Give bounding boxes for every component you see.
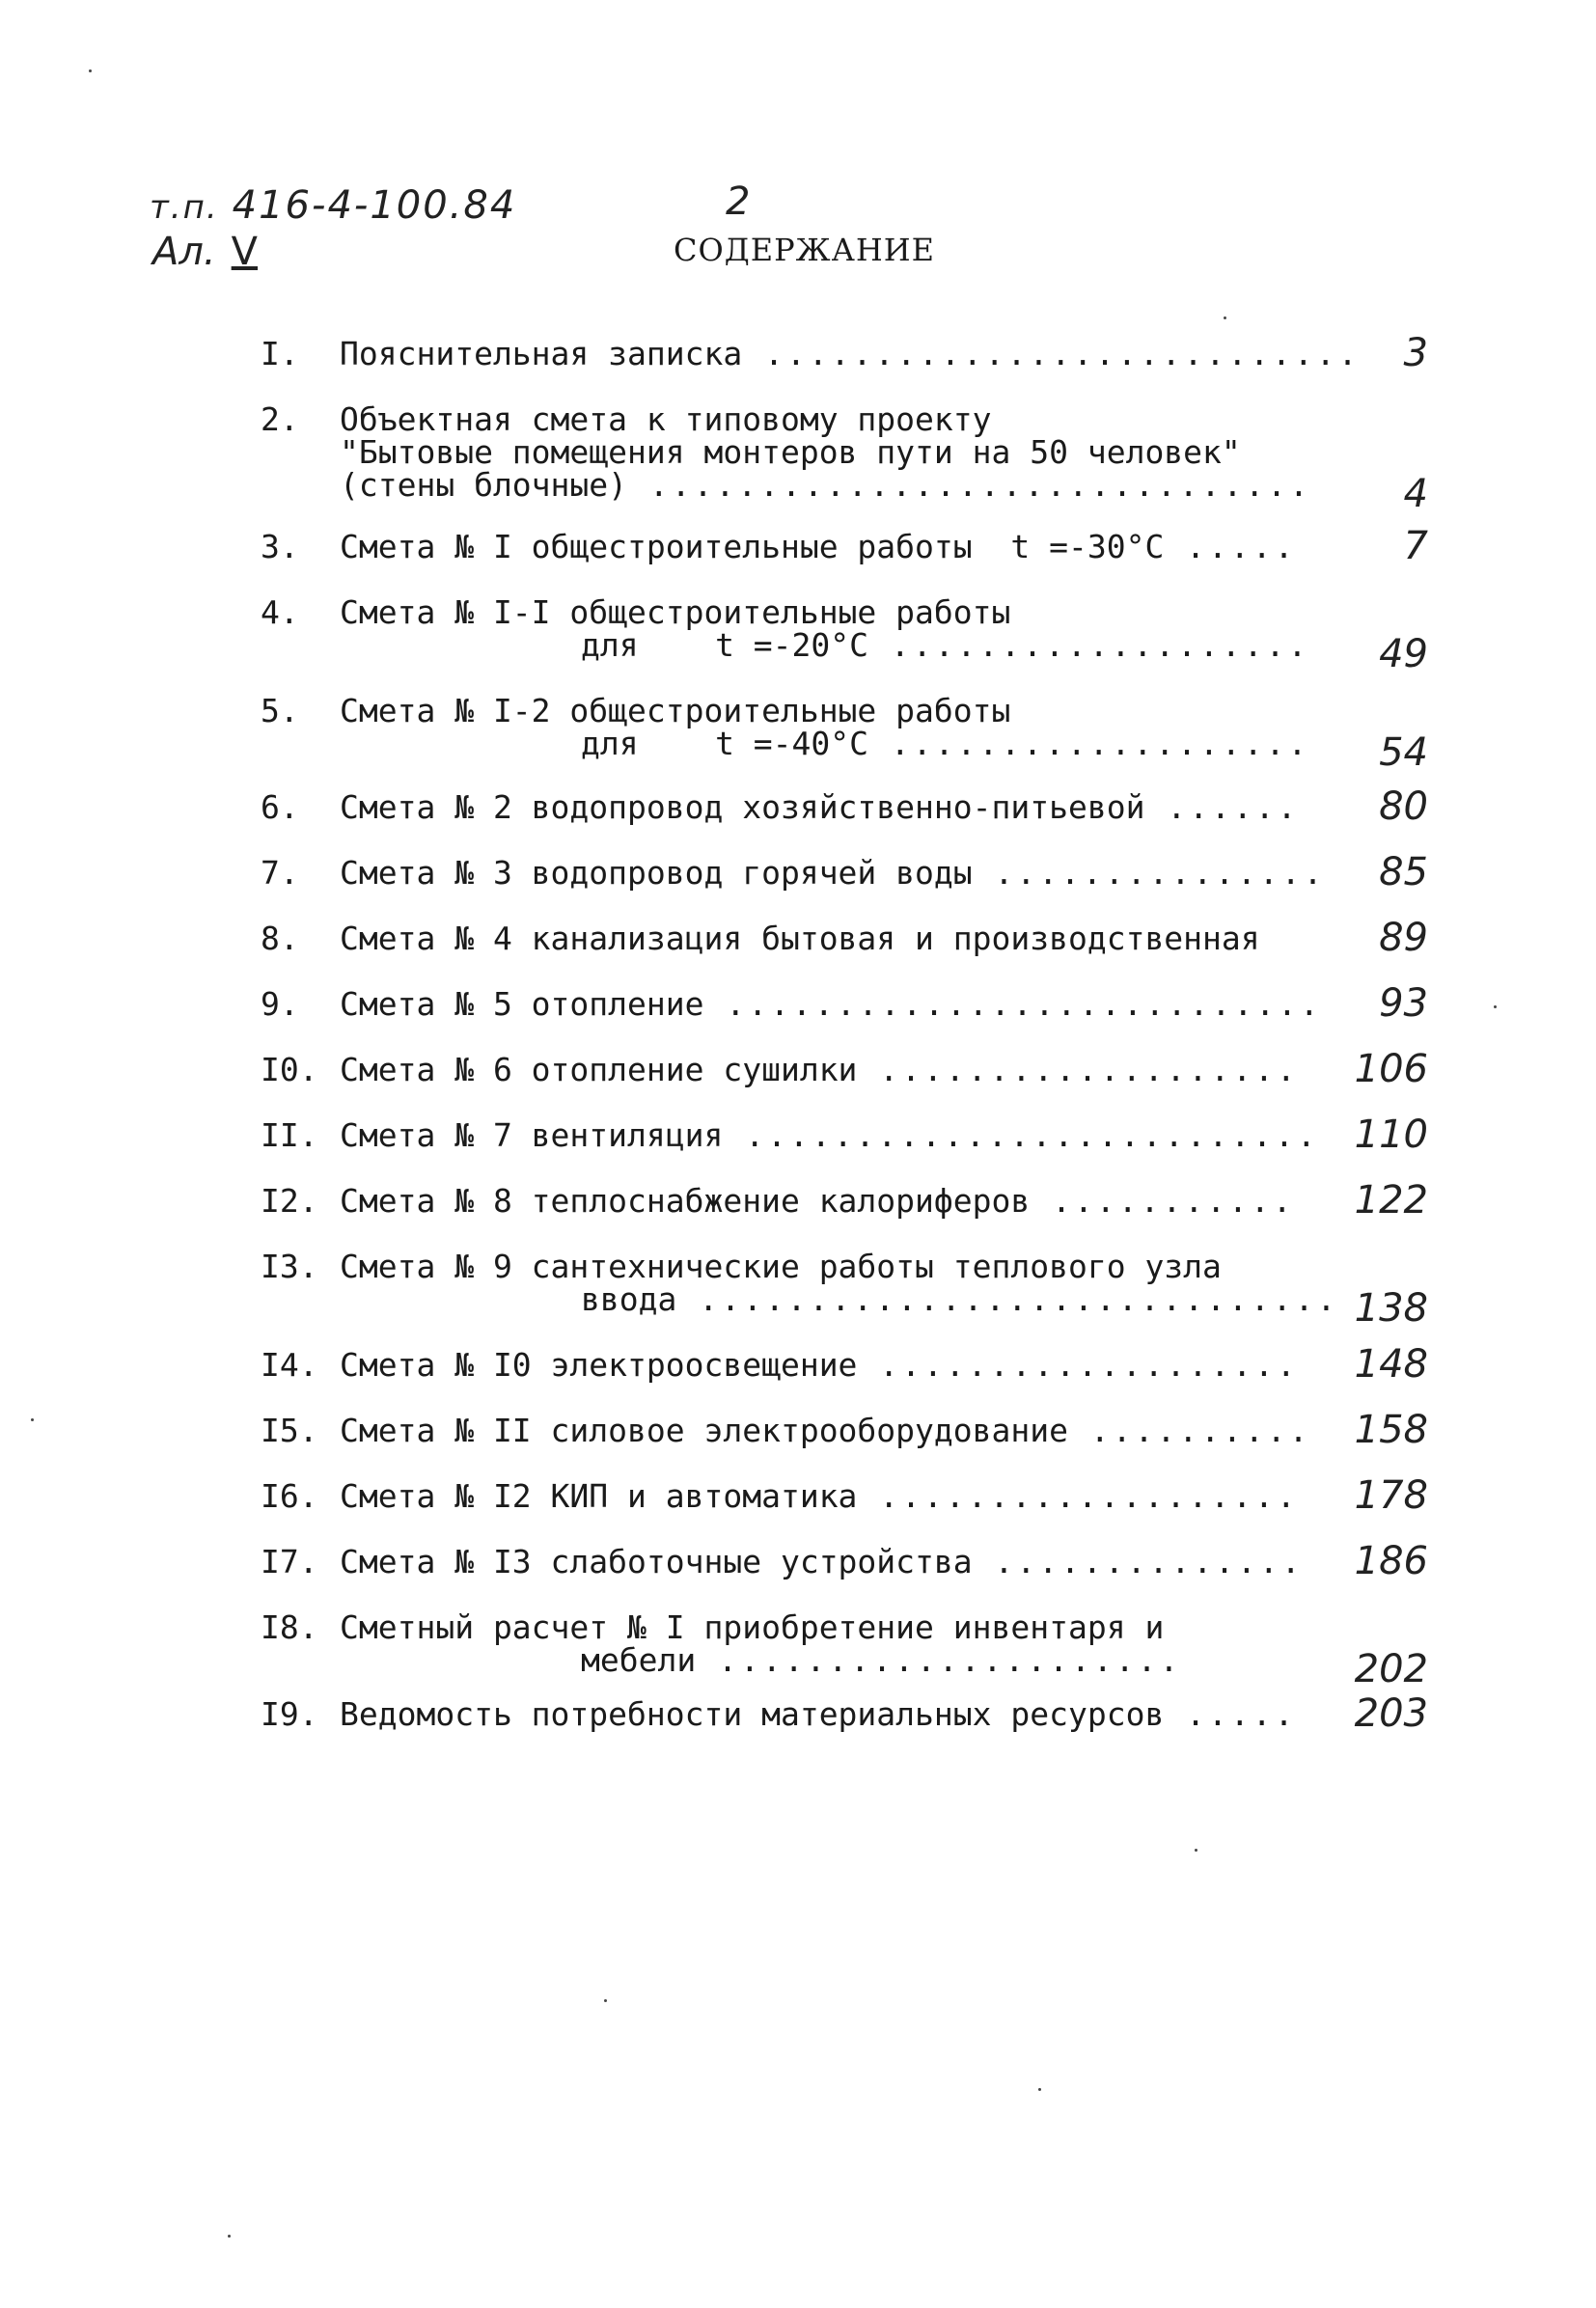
- toc-entry-title: [340, 1346, 1314, 1384]
- toc-entry-number: 2.: [261, 400, 299, 438]
- toc-leader-dots: ..........: [1067, 1412, 1311, 1449]
- toc-entry-title: [340, 1116, 1319, 1154]
- toc-entry-page: 106: [1354, 1047, 1428, 1091]
- toc-entry-title: [340, 1543, 1314, 1580]
- toc-entry-title: [340, 788, 1314, 826]
- toc-entry-title: [340, 1695, 1314, 1733]
- toc-entry-title: [340, 1182, 1314, 1220]
- project-code: [150, 183, 516, 228]
- toc-entry-title: [340, 400, 1314, 504]
- toc-entry-page: 49: [1379, 632, 1428, 676]
- toc-entry-page: 178: [1354, 1473, 1428, 1518]
- toc-entry-title: [340, 1608, 1314, 1679]
- toc-entry-line: для t =-40°С ...................: [581, 725, 1310, 762]
- toc-entry-number: I0.: [261, 1051, 318, 1088]
- toc-entry-line: Смета № 4 канализация бытовая и производственная: [340, 920, 1260, 957]
- toc-entry-line: Смета № 8 теплоснабжение калориферов ...........: [340, 1182, 1295, 1220]
- album-label: Ал.: [152, 230, 216, 274]
- toc-entry-line: Ведомость потребности материальных ресурсов .....: [340, 1695, 1297, 1733]
- project-label: т.п.: [150, 188, 219, 227]
- toc-entry-number: I3.: [261, 1248, 318, 1285]
- toc-entry-title: [340, 1412, 1314, 1449]
- toc-entry-title: [340, 985, 1322, 1023]
- toc-entry-number: I5.: [261, 1412, 318, 1449]
- toc-entry-page: 93: [1379, 981, 1428, 1026]
- toc-entry-line: Смета № I общестроительные работы t =-30°С .....: [340, 528, 1297, 565]
- scan-speck: [1494, 1005, 1497, 1008]
- album-number-value: V: [231, 230, 259, 274]
- toc-entry-line: Смета № I-I общестроительные работы: [340, 593, 1011, 631]
- toc-entry-page: 85: [1379, 850, 1428, 894]
- toc-entry-line: (стены блочные) ..............................: [340, 466, 1311, 504]
- toc-leader-dots: ......: [1144, 788, 1300, 826]
- toc-entry-line: мебели .....................: [581, 1641, 1182, 1679]
- toc-leader-dots: ...........................: [703, 985, 1322, 1023]
- toc-entry-line: Смета № I0 электроосвещение ...................: [340, 1346, 1299, 1384]
- toc-entry-title: [340, 1477, 1314, 1515]
- toc-entry-page: 186: [1354, 1539, 1428, 1583]
- toc-leader-dots: ..........................: [723, 1116, 1319, 1154]
- toc-entry-number: I4.: [261, 1346, 318, 1384]
- toc-entry-page: 54: [1379, 730, 1428, 775]
- scan-speck: [1224, 316, 1226, 319]
- toc-entry-title: [340, 335, 1361, 372]
- toc-entry-page: 4: [1403, 472, 1428, 516]
- project-code-value: 416-4-100.84: [232, 183, 517, 228]
- scan-speck: [228, 2235, 231, 2238]
- toc-entry-title: [340, 1248, 1339, 1318]
- toc-entry-number: I9.: [261, 1695, 318, 1733]
- toc-entry-title: [340, 854, 1326, 892]
- scan-speck: [1038, 2088, 1041, 2091]
- toc-leader-dots: .....: [1164, 528, 1297, 565]
- toc-entry-number: I8.: [261, 1608, 318, 1646]
- album-number: [152, 230, 258, 274]
- toc-leader-dots: ...................: [857, 1051, 1299, 1088]
- toc-leader-dots: ...............: [972, 854, 1326, 892]
- scan-speck: [89, 69, 92, 72]
- toc-entry-line: Пояснительная записка ...........................: [340, 335, 1361, 372]
- toc-leader-dots: ..............: [972, 1543, 1304, 1580]
- toc-leader-dots: ...................: [857, 1477, 1299, 1515]
- toc-entry-line: для t =-20°С ...................: [581, 626, 1310, 664]
- toc-entry-title: [340, 692, 1314, 762]
- toc-entry-number: I7.: [261, 1543, 318, 1580]
- toc-leader-dots: ...................: [868, 626, 1310, 664]
- toc-entry-page: 122: [1354, 1178, 1428, 1223]
- toc-leader-dots: .....................: [696, 1641, 1182, 1679]
- toc-entry-number: II.: [261, 1116, 318, 1154]
- toc-entry-line: Смета № I3 слаботочные устройства ..............: [340, 1543, 1304, 1580]
- toc-entry-page: 110: [1354, 1113, 1428, 1157]
- toc-entry-line: ввода .............................: [581, 1280, 1339, 1318]
- toc-leader-dots: .............................: [676, 1280, 1339, 1318]
- toc-entry-line: Смета № I-2 общестроительные работы: [340, 692, 1011, 729]
- toc-entry-number: I.: [261, 335, 299, 372]
- page-number: 2: [726, 179, 751, 224]
- toc-entry-page: 89: [1379, 916, 1428, 960]
- toc-entry-page: 202: [1354, 1647, 1428, 1691]
- toc-entry-line: Смета № 2 водопровод хозяйственно-питьевой ......: [340, 788, 1300, 826]
- toc-entry-number: 9.: [261, 985, 299, 1023]
- toc-entry-number: I2.: [261, 1182, 318, 1220]
- page-title: СОДЕРЖАНИЕ: [674, 232, 935, 268]
- toc-leader-dots: .....: [1164, 1695, 1297, 1733]
- toc-entry-page: 138: [1354, 1286, 1428, 1331]
- toc-leader-dots: ...................: [857, 1346, 1299, 1384]
- toc-entry-line: Смета № 5 отопление ...........................: [340, 985, 1322, 1023]
- toc-entry-line: Смета № 3 водопровод горячей воды ...............: [340, 854, 1326, 892]
- toc-entry-number: 8.: [261, 920, 299, 957]
- toc-leader-dots: ..............................: [627, 466, 1311, 504]
- toc-entry-title: [340, 528, 1314, 565]
- toc-entry-page: 3: [1403, 331, 1428, 375]
- toc-entry-line: Смета № II силовое электрооборудование ..........: [340, 1412, 1311, 1449]
- toc-leader-dots: ...........................: [742, 335, 1361, 372]
- toc-entry-line: Сметный расчет № I приобретение инвентаря и: [340, 1608, 1165, 1646]
- toc-entry-line: Объектная смета к типовому проекту: [340, 400, 992, 438]
- toc-entry-number: 4.: [261, 593, 299, 631]
- scan-speck: [31, 1418, 34, 1421]
- toc-entry-line: Смета № 7 вентиляция ..........................: [340, 1116, 1319, 1154]
- toc-entry-number: 7.: [261, 854, 299, 892]
- toc-entry-number: 5.: [261, 692, 299, 729]
- scan-speck: [604, 1999, 607, 2002]
- toc-entry-title: [340, 922, 1314, 955]
- toc-entry-number: 6.: [261, 788, 299, 826]
- toc-entry-line: Смета № 9 сантехнические работы теплового узла: [340, 1248, 1222, 1285]
- toc-entry-line: Смета № I2 КИП и автоматика ...................: [340, 1477, 1299, 1515]
- toc-entry-number: 3.: [261, 528, 299, 565]
- toc-entry-number: I6.: [261, 1477, 318, 1515]
- scan-speck: [1195, 1849, 1197, 1852]
- toc-entry-title: [340, 593, 1314, 664]
- toc-entry-title: [340, 1051, 1314, 1088]
- toc-leader-dots: ...........: [1030, 1182, 1295, 1220]
- toc-entry-page: 148: [1354, 1342, 1428, 1387]
- toc-leader-dots: ...................: [868, 725, 1310, 762]
- toc-entry-line: Смета № 6 отопление сушилки ...................: [340, 1051, 1299, 1088]
- toc-entry-line: "Бытовые помещения монтеров пути на 50 человек": [340, 433, 1241, 471]
- toc-entry-page: 158: [1354, 1408, 1428, 1452]
- toc-entry-page: 203: [1354, 1691, 1428, 1736]
- toc-entry-page: 7: [1403, 524, 1428, 568]
- toc-entry-page: 80: [1379, 784, 1428, 829]
